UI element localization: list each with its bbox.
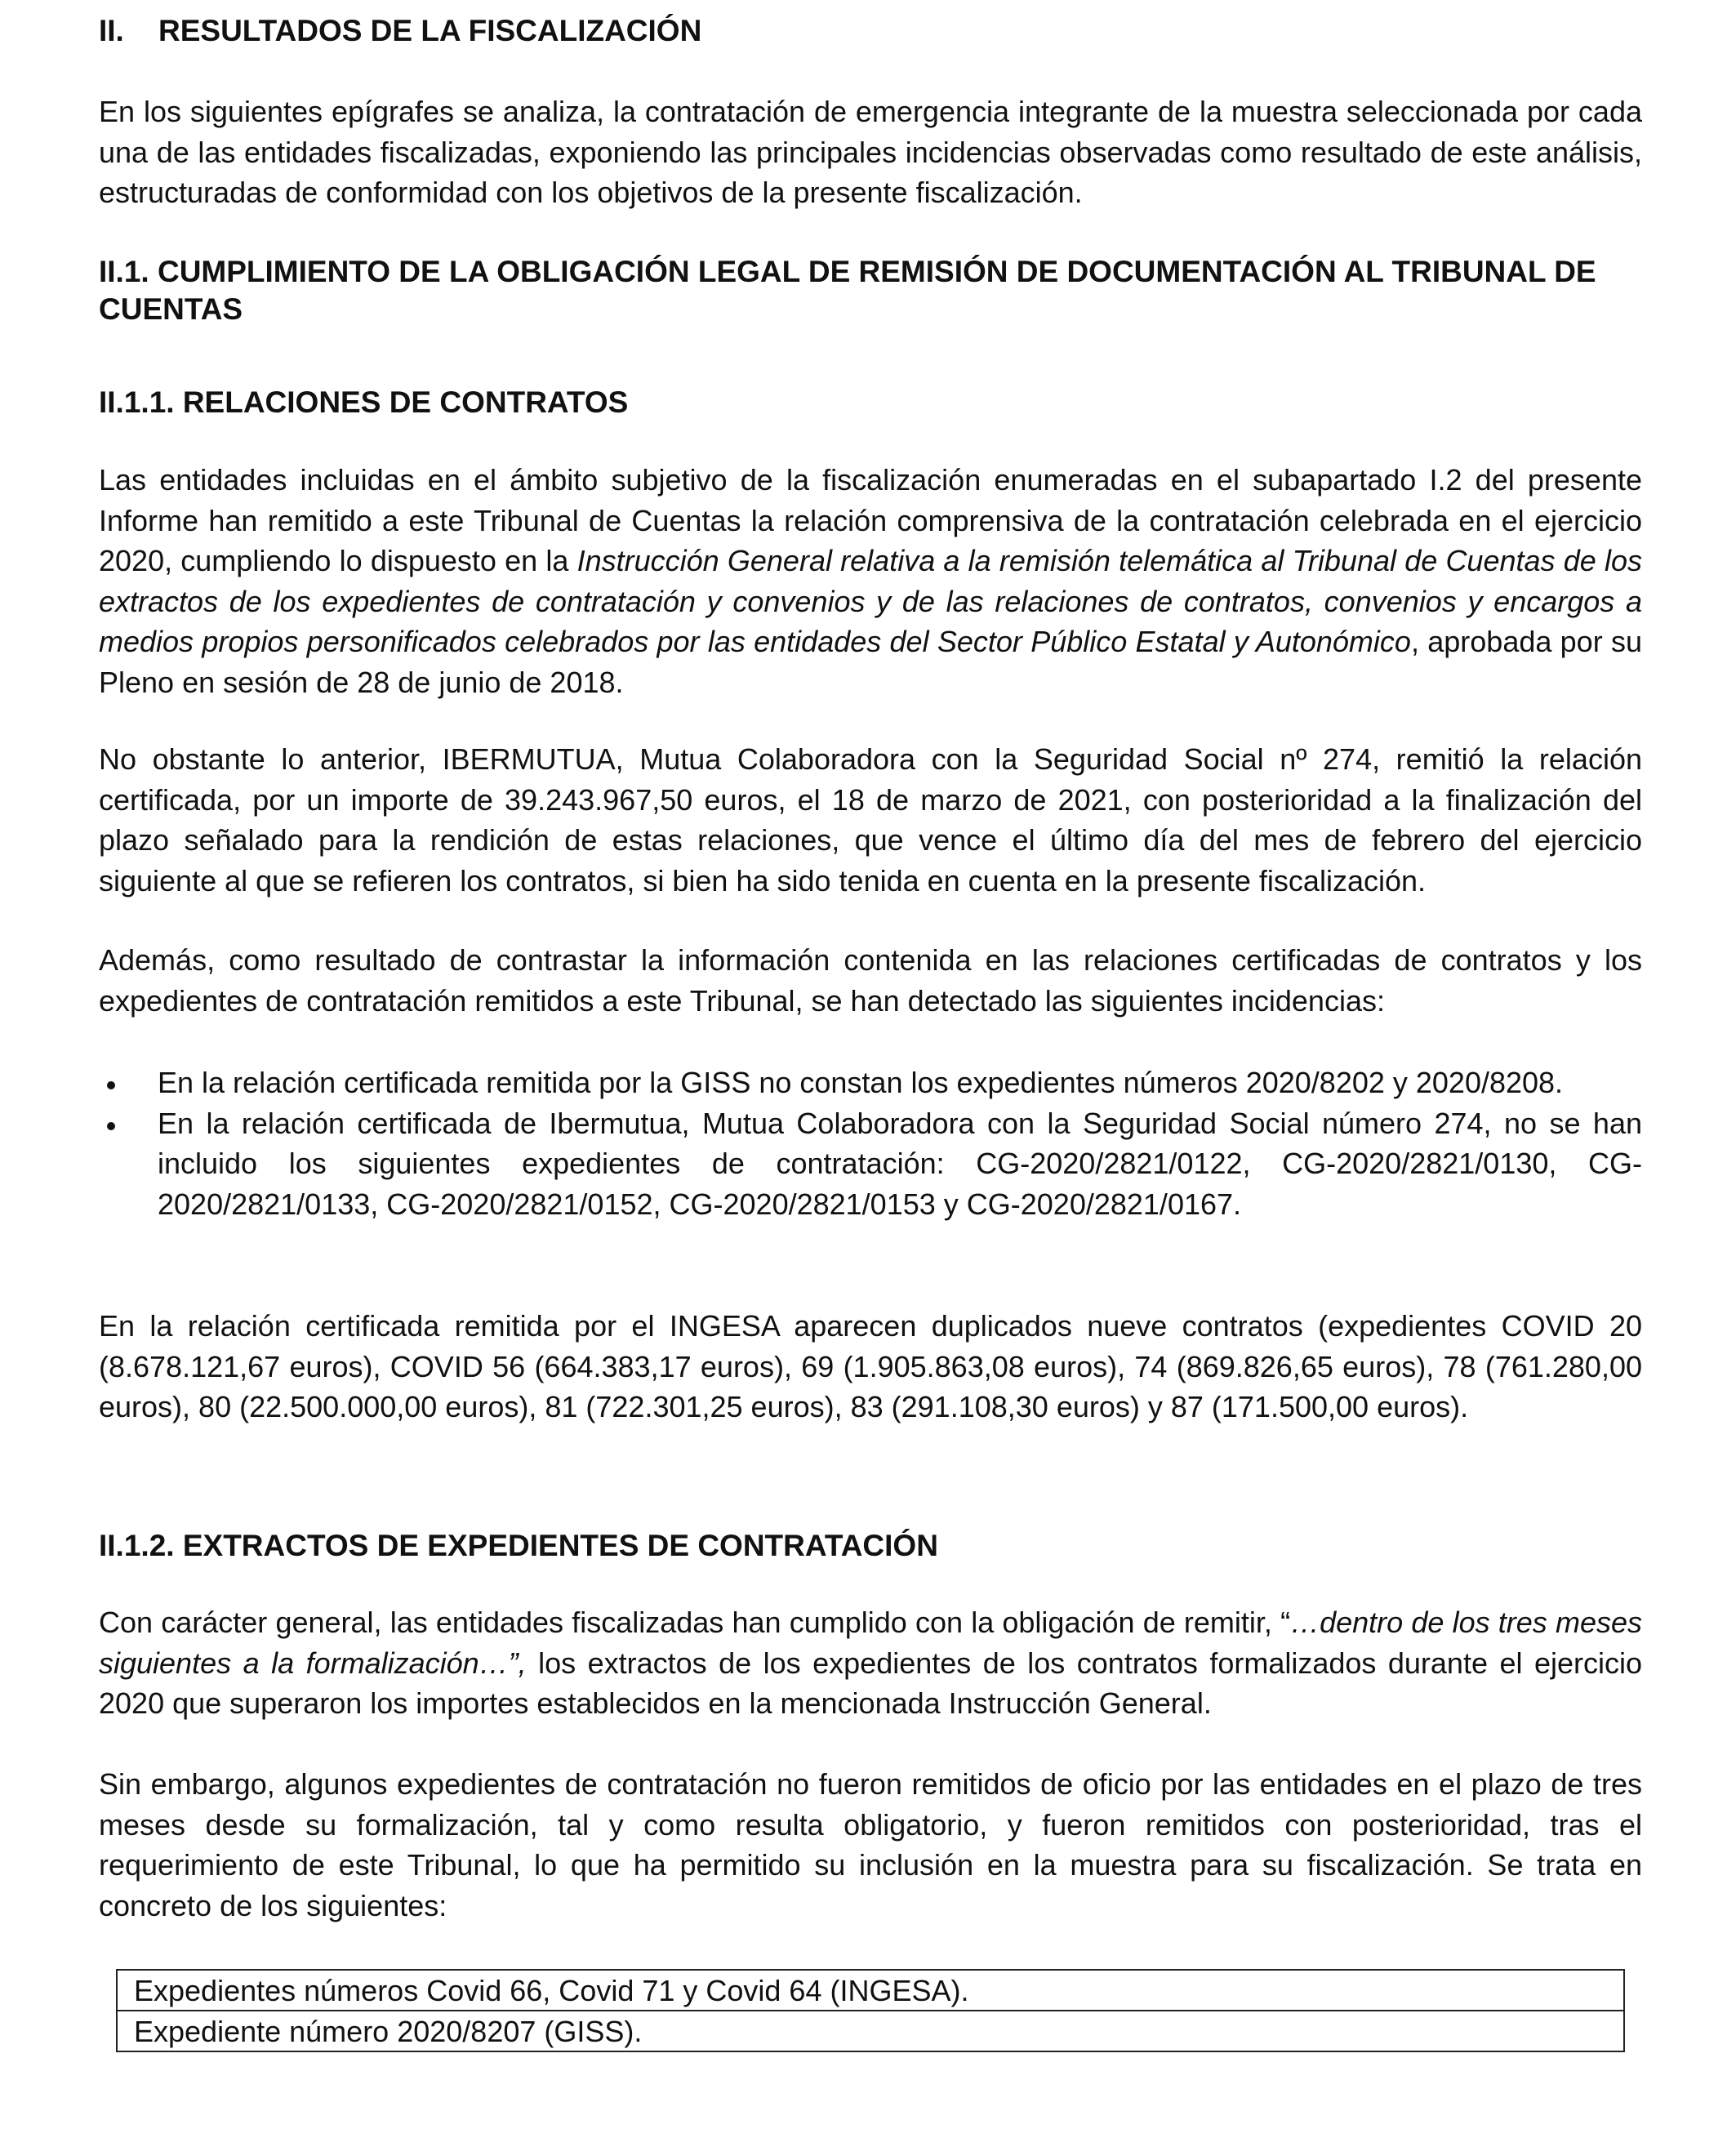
- relaciones-paragraph-3: Además, como resultado de contrastar la información contenida en las relaciones certificadas de contratos y los expedientes de contratación remitidos a este Tribunal, se han detectado las siguientes incidencias:: [99, 943, 1642, 1018]
- extractos-paragraph-1-start: Con carácter general, las entidades fiscalizadas han cumplido con la obligación de remitir, “: [99, 1606, 1291, 1639]
- section-title: RESULTADOS DE LA FISCALIZACIÓN: [158, 14, 702, 47]
- relaciones-paragraph-1-end: , aprobada por su Pleno en sesión de 28 de junio de 2018.: [99, 625, 1642, 699]
- extractos-paragraph-1: [99, 1602, 1642, 1724]
- table-cell: Expediente número 2020/8207 (GISS).: [117, 2011, 1624, 2051]
- section-intro-paragraph: En los siguientes epígrafes se analiza, la contratación de emergencia integrante de la muestra seleccionada por cada una de las entidades fiscalizadas, exponiendo las principales incidencias observadas como resultado de este análisis, estructuradas de conformidad con los objetivos de la presente fiscalización.: [99, 95, 1642, 209]
- relaciones-paragraph-1-start: Las entidades incluidas en el ámbito subjetivo de la fiscalización enumeradas en el subapartado I.2 del presente Informe han remitido a este Tribunal de Cuentas la relación comprensiva de la contratación celebrada en el ejercicio 2020, cumpliendo lo dispuesto en la: [99, 463, 1642, 577]
- expedientes-table: [116, 1969, 1625, 2052]
- section-heading: [99, 11, 701, 50]
- list-item: [99, 1103, 1642, 1225]
- relaciones-paragraph-2: No obstante lo anterior, IBERMUTUA, Mutua Colaboradora con la Seguridad Social nº 274, remitió la relación certificada, por un importe de 39.243.967,50 euros, el 18 de marzo de 2021, con posterioridad a la finalización del plazo señalado para la rendición de estas relaciones, que vence el último día del mes de febrero del ejercicio siguiente al que se refieren los contratos, si bien ha sido tenida en cuenta en la presente fiscalización.: [99, 742, 1642, 898]
- list-item-text: En la relación certificada remitida por la GISS no constan los expedientes números 2020/8202 y 2020/8208.: [158, 1066, 1564, 1099]
- bullet-icon: [107, 1081, 115, 1089]
- section-number: II.: [99, 14, 124, 47]
- bullet-icon: [107, 1122, 115, 1130]
- extractos-paragraph-2: Sin embargo, algunos expedientes de contratación no fueron remitidos de oficio por las entidades en el plazo de tres meses desde su formalización, tal y como resulta obligatorio, y fueron remitidos con posterioridad, tras el requerimiento de este Tribunal, lo que ha permitido su inclusión en la muestra para su fiscalización. Se trata en concreto de los siguientes:: [99, 1767, 1642, 1922]
- extractos-paragraph-1-end: los extractos de los expedientes de los contratos formalizados durante el ejercicio 2020 que superaron los importes establecidos en la mencionada Instrucción General.: [99, 1646, 1642, 1720]
- table-row: [117, 2011, 1624, 2051]
- instruccion-general-title: Instrucción General relativa a la remisión telemática al Tribunal de Cuentas de los extractos de los expedientes de contratación y convenios y de las relaciones de contratos, convenios y encargos a medios propios personificados celebrados por las entidades del Sector Público Estatal y Autonómico: [99, 544, 1642, 658]
- subsection-1-heading: II.1. CUMPLIMIENTO DE LA OBLIGACIÓN LEGAL DE REMISIÓN DE DOCUMENTACIÓN AL TRIBUNAL DE CUENTAS: [99, 255, 1596, 326]
- incidencias-list: [99, 1062, 1642, 1224]
- extractos-quote: …dentro de los tres meses siguientes a la formalización…”,: [99, 1606, 1642, 1680]
- relaciones-paragraph-1: [99, 460, 1642, 702]
- list-item: [99, 1062, 1642, 1103]
- list-item-text: En la relación certificada de Ibermutua, Mutua Colaboradora con la Seguridad Social número 274, no se han incluido los siguientes expedientes de contratación: CG-2020/2821/0122, CG-2020/2821/0130, CG-2020/2821/0133, CG-2020/2821/0152, CG-2020/2821/0153 y CG-2020/2821/0167.: [158, 1106, 1642, 1221]
- subsection-1-1-heading: II.1.1. RELACIONES DE CONTRATOS: [99, 385, 629, 419]
- relaciones-paragraph-4: En la relación certificada remitida por el INGESA aparecen duplicados nueve contratos (expedientes COVID 20 (8.678.121,67 euros), COVID 56 (664.383,17 euros), 69 (1.905.863,08 euros), 74 (869.826,65 euros), 78 (761.280,00 euros), 80 (22.500.000,00 euros), 81 (722.301,25 euros), 83 (291.108,30 euros) y 87 (171.500,00 euros).: [99, 1309, 1642, 1423]
- table-row: [117, 1970, 1624, 2011]
- subsection-1-2-heading: II.1.2. EXTRACTOS DE EXPEDIENTES DE CONTRATACIÓN: [99, 1529, 938, 1562]
- table-cell: Expedientes números Covid 66, Covid 71 y Covid 64 (INGESA).: [117, 1970, 1624, 2011]
